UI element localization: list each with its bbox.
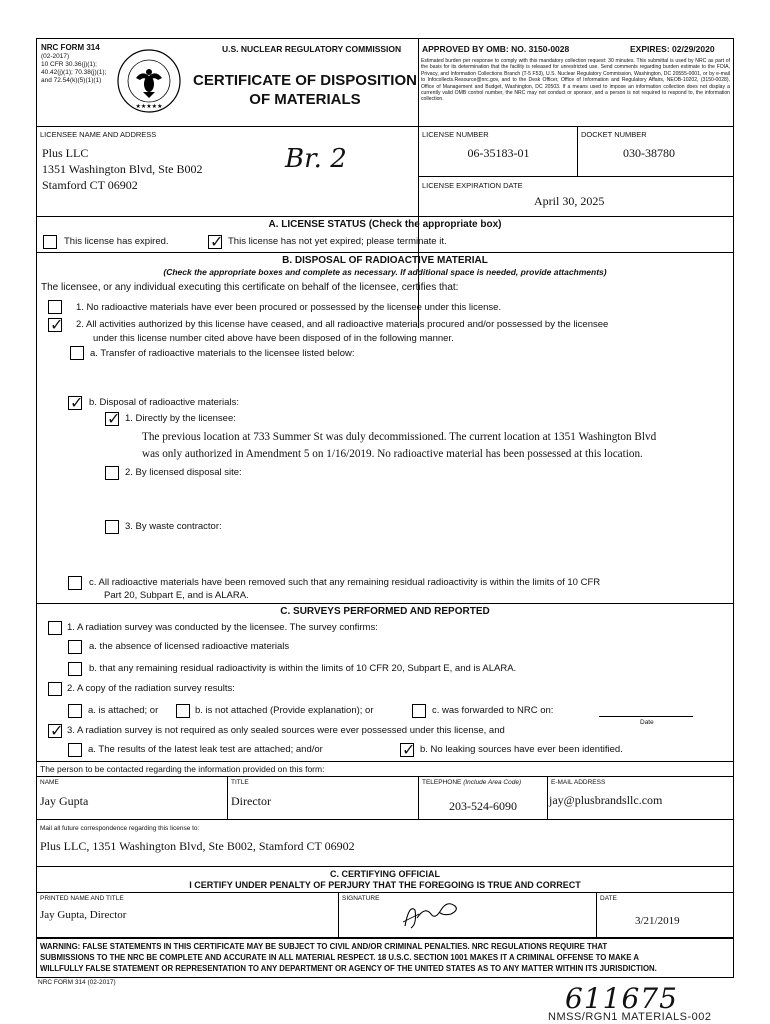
license-not-expired-checkbox[interactable] [208, 235, 222, 249]
c1b-checkbox[interactable] [68, 662, 82, 676]
licensee-label: LICENSEE NAME AND ADDRESS [40, 130, 157, 139]
divider [577, 126, 578, 176]
divider [36, 892, 734, 893]
b2a-checkbox[interactable] [70, 346, 84, 360]
contact-phone-label [422, 779, 521, 786]
b2c-label-line1: c. All radioactive materials have been removed such that any remaining residual radioactivity is within the limits of 10 CFR [89, 577, 601, 588]
contact-phone: 203-524-6090 [449, 799, 517, 813]
divider [36, 776, 734, 777]
b2c-label-line2: Part 20, Subpart E, and is ALARA. [104, 590, 249, 601]
c2c-date-label: Date [640, 719, 654, 726]
c2c-checkbox[interactable] [412, 704, 426, 718]
printed-name-label: PRINTED NAME AND TITLE [40, 895, 124, 902]
signature-label: SIGNATURE [342, 895, 380, 902]
certifies-statement: The licensee, or any individual executing this certificate on behalf of the licensee, certifies that: [41, 282, 459, 293]
contact-title: Director [231, 794, 271, 808]
divider [36, 126, 734, 127]
c2-checkbox[interactable] [48, 682, 62, 696]
section-b-instruction: (Check the appropriate boxes and complete as necessary. If additional space is needed, provide attachments) [163, 267, 607, 277]
expiration-date: April 30, 2025 [534, 194, 605, 208]
divider [36, 603, 734, 604]
docket-number: 030-38780 [623, 146, 675, 160]
contact-intro: The person to be contacted regarding the information provided on this form: [40, 764, 325, 774]
b2b3-checkbox[interactable] [105, 520, 119, 534]
c1-checkbox[interactable] [48, 621, 62, 635]
b2-label-line2: under this license number cited above have been disposed of in the following manner. [93, 333, 454, 344]
svg-text:★★★★★: ★★★★★ [135, 103, 163, 110]
c3a-label: a. The results of the latest leak test are attached; and/or [88, 744, 323, 755]
b2b-label: b. Disposal of radioactive materials: [89, 397, 239, 408]
stamp-number: 611675 [565, 982, 678, 1015]
form-cfr-1: 10 CFR 30.36(j)(1); [41, 61, 97, 68]
b2b1-explanation-line2: was only authorized in Amendment 5 on 1/16/2019. No radioactive material has been possessed at this location. [142, 448, 643, 460]
licensee-name: Plus LLC [42, 146, 89, 160]
b1-label: 1. No radioactive materials have ever been procured or possessed by the licensee under this license. [76, 302, 502, 313]
b2b2-label: 2. By licensed disposal site: [125, 467, 242, 478]
divider [36, 866, 734, 867]
divider [418, 176, 734, 177]
warning-line2: SUBMISSIONS TO THE NRC BE COMPLETE AND ACCURATE IN ALL MATERIAL RESPECT. 18 U.S.C. SECTION 1001 MAKES IT A CRIMINAL OFFENSE TO MAKE A [40, 953, 639, 962]
form-title-line2: OF MATERIALS [249, 91, 361, 108]
b2b1-label: 1. Directly by the licensee: [125, 413, 236, 424]
printed-name: Jay Gupta, Director [40, 909, 127, 921]
omb-expiration: EXPIRES: 02/29/2020 [630, 44, 715, 54]
cert-date-label: DATE [600, 895, 617, 902]
signature-mark [395, 896, 465, 932]
b1-checkbox[interactable] [48, 300, 62, 314]
c1a-checkbox[interactable] [68, 640, 82, 654]
licensee-city: Stamford CT 06902 [42, 178, 138, 192]
nrc-seal-icon [116, 48, 182, 114]
c2a-label: a. is attached; or [88, 705, 159, 716]
c3b-checkbox[interactable] [400, 743, 414, 757]
b2b2-checkbox[interactable] [105, 466, 119, 480]
divider [596, 892, 597, 937]
b2-label-line1: 2. All activities authorized by this license have ceased, and all radioactive materials procured and/or possessed by the licensee [76, 319, 609, 330]
c2b-checkbox[interactable] [176, 704, 190, 718]
form-footer: NRC FORM 314 (02-2017) [38, 979, 116, 986]
contact-name: Jay Gupta [40, 794, 89, 808]
c3-checkbox[interactable] [48, 724, 62, 738]
divider [36, 252, 734, 253]
section-c-title: C. SURVEYS PERFORMED AND REPORTED [280, 606, 490, 617]
c2-label: 2. A copy of the radiation survey results: [67, 683, 235, 694]
section-b-title: B. DISPOSAL OF RADIOACTIVE MATERIAL [282, 255, 488, 266]
date-line[interactable] [599, 716, 693, 717]
contact-email: jay@plusbrandsllc.com [549, 793, 663, 807]
certifying-title: C. CERTIFYING OFFICIAL [330, 869, 440, 879]
form-number: NRC FORM 314 [41, 43, 100, 52]
section-a-title: A. LICENSE STATUS (Check the appropriate box) [268, 219, 502, 230]
warning-text [40, 941, 657, 974]
divider [36, 761, 734, 762]
c3b-label: b. No leaking sources have ever been identified. [420, 744, 623, 755]
b2b1-explanation-line1: The previous location at 733 Summer St was duly decommissioned. The current location at 1351 Washington Blvd [142, 431, 657, 443]
license-expired-checkbox[interactable] [43, 235, 57, 249]
divider [547, 776, 548, 819]
phone-label-hint: (Include Area Code) [463, 779, 522, 786]
divider [338, 892, 339, 937]
divider [418, 776, 419, 819]
license-number-label: LICENSE NUMBER [422, 130, 489, 139]
divider [36, 216, 734, 217]
perjury-statement: I CERTIFY UNDER PENALTY OF PERJURY THAT THE FOREGOING IS TRUE AND CORRECT [189, 880, 581, 890]
divider [227, 776, 228, 819]
c1b-label: b. that any remaining residual radioactivity is within the limits of 10 CFR 20, Subpart E, and is ALARA. [89, 663, 517, 674]
b2c-checkbox[interactable] [68, 576, 82, 590]
phone-label-text: TELEPHONE [422, 779, 462, 786]
b2b-checkbox[interactable] [68, 396, 82, 410]
docket-number-label: DOCKET NUMBER [581, 130, 647, 139]
contact-title-label: TITLE [231, 779, 249, 786]
cert-date: 3/21/2019 [635, 915, 680, 927]
c3a-checkbox[interactable] [68, 743, 82, 757]
warning-line3: WILLFULLY FALSE STATEMENT OR REPRESENTATION TO ANY DEPARTMENT OR AGENCY OF THE UNITED STATES AS TO ANY MATTER WITHIN ITS JURISDICTION. [40, 964, 657, 973]
b2-checkbox[interactable] [48, 318, 62, 332]
c3-label: 3. A radiation survey is not required as only sealed sources were ever possessed under this license, and [67, 725, 505, 736]
c2a-checkbox[interactable] [68, 704, 82, 718]
form-cfr-2: 40.42(j)(1); 70.38(j)(1); [41, 69, 107, 76]
c1-label: 1. A radiation survey was conducted by the licensee. The survey confirms: [67, 622, 378, 633]
form-frame [36, 38, 734, 978]
expiration-label: LICENSE EXPIRATION DATE [422, 181, 523, 190]
license-not-expired-label: This license has not yet expired; please terminate it. [228, 236, 447, 247]
burden-statement: Estimated burden per response to comply with this mandatory collection request: 30 minutes. This submittal is used by NRC as part of the basis for its determination that the facility is released for unrestricted use. Send comments regarding burden estimate to the FOIA, Privacy, and Information Collections Branch (T-5 F53), U.S. Nuclear Regulatory Commission, Washington, DC 20555-0001, or by e-mail to Infocollects.Resource@nrc.gov, and to the Desk Officer, Office of Information and Regulatory Affairs, NEOB-10202, (3150-0028), Office of Management and Budget, Washington, DC 20503. If a means used to impose an information collection does not display a currently valid OMB control number, the NRC may not conduct or sponsor, and a person is not required to respond to, the information collection. [421, 58, 730, 103]
b2a-label: a. Transfer of radioactive materials to the licensee listed below: [90, 348, 355, 359]
mail-label: Mail all future correspondence regarding this license to: [40, 825, 200, 832]
handwritten-note: Br. 2 [285, 144, 347, 174]
form-cfr-3: and 72.54(k)(5)(1)(1) [41, 77, 102, 84]
c1a-label: a. the absence of licensed radioactive materials [89, 641, 290, 652]
b2b3-label: 3. By waste contractor: [125, 521, 222, 532]
divider [36, 819, 734, 820]
warning-line1: WARNING: FALSE STATEMENTS IN THIS CERTIFICATE MAY BE SUBJECT TO CIVIL AND/OR CRIMINAL PENALTIES. NRC REGULATIONS REQUIRE THAT [40, 942, 608, 951]
c2c-label: c. was forwarded to NRC on: [432, 705, 554, 716]
agency-name: U.S. NUCLEAR REGULATORY COMMISSION [222, 44, 402, 54]
contact-name-label: NAME [40, 779, 59, 786]
form-title-line1: CERTIFICATE OF DISPOSITION [193, 72, 417, 89]
contact-email-label: E-MAIL ADDRESS [551, 779, 606, 786]
license-number: 06-35183-01 [467, 146, 530, 160]
stamp-label: NMSS/RGN1 MATERIALS-002 [548, 1011, 712, 1023]
mail-address: Plus LLC, 1351 Washington Blvd, Ste B002, Stamford CT 06902 [40, 839, 355, 853]
form-date: (02-2017) [41, 53, 70, 60]
b2b1-checkbox[interactable] [105, 412, 119, 426]
license-expired-label: This license has expired. [64, 236, 169, 247]
omb-approval: APPROVED BY OMB: NO. 3150-0028 [422, 44, 570, 54]
licensee-address: 1351 Washington Blvd, Ste B002 [42, 162, 203, 176]
divider [36, 937, 734, 939]
c2b-label: b. is not attached (Provide explanation); or [195, 705, 374, 716]
